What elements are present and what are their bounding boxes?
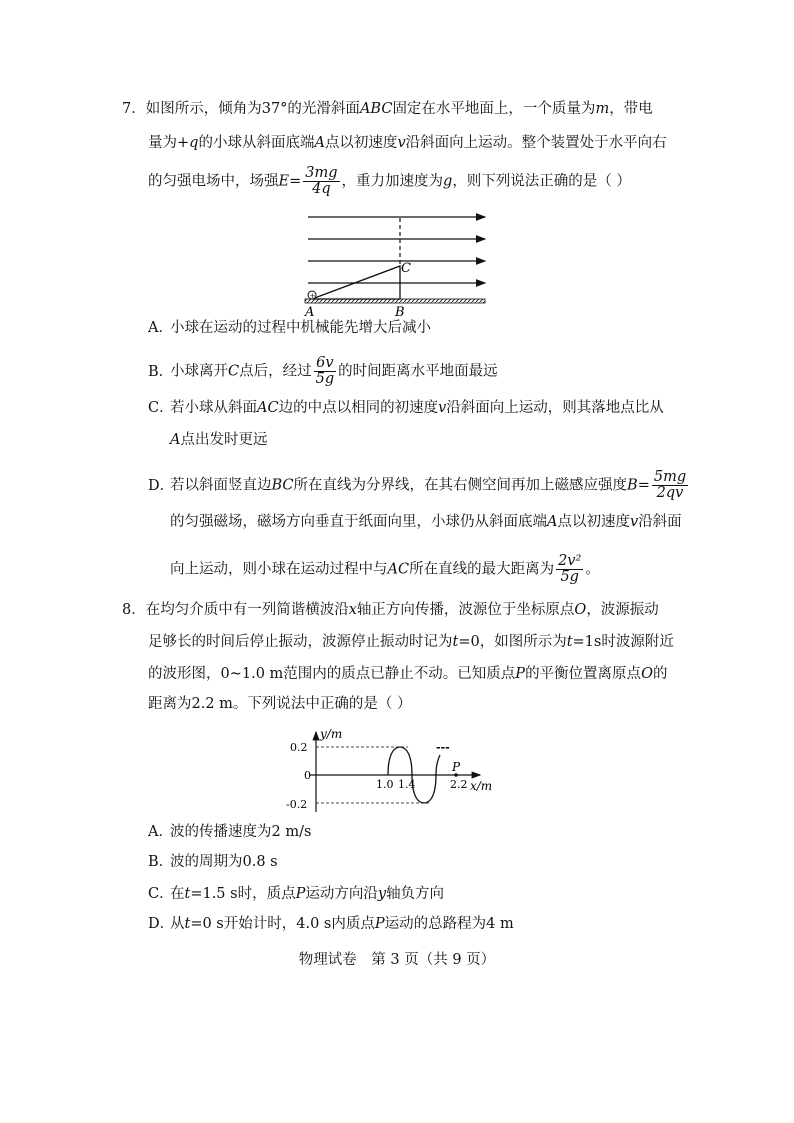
x-axis-label: x/m (470, 779, 493, 793)
incline-figure (300, 206, 500, 320)
ground (305, 299, 485, 303)
label-C: C (401, 261, 411, 276)
y-tick-bottom: -0.2 (286, 798, 308, 811)
q8-option-b[interactable]: B．波的周期为0.8 s (148, 854, 278, 870)
page-footer: 物理试卷 第 3 页（共 9 页） (298, 952, 496, 968)
q7-option-d[interactable]: D．若以斜面竖直边BC所在直线为分界线，在其右侧空间再加上磁感应强度B= $\frac{5mg}{2qv}$ (148, 469, 687, 501)
q8-option-c[interactable]: C．在t=1.5 s时，质点P运动方向沿y轴负方向 (148, 886, 445, 902)
q7-option-c-cont: A点出发时更远 (170, 432, 268, 448)
q8-option-a[interactable]: A．波的传播速度为2 m/s (148, 824, 312, 840)
y-tick-top: 0.2 (290, 741, 308, 754)
wave-continue-dash: --- (436, 741, 450, 754)
q7-line2: 量为+q的小球从斜面底端A点以初速度v沿斜面向上运动。整个装置处于水平向右 (148, 135, 667, 151)
q7-option-d-line3: 向上运动，则小球在运动过程中与AC所在直线的最大距离为 $\frac{\text{2v²}}{5g}$ 。 (170, 553, 600, 585)
q8-option-d[interactable]: D．从t=0 s开始计时，4.0 s内质点P运动的总路程为4 m (148, 916, 514, 932)
q7-option-c[interactable]: C．若小球从斜面AC边的中点以相同的初速度v沿斜面向上运动，则其落地点比从 (148, 400, 664, 416)
x-tick-1: 1.0 (376, 778, 394, 791)
wave-graph (280, 726, 510, 816)
q8-line2: 足够长的时间后停止振动，波源停止振动时记为t=0，如图所示为t=1s时波源附近 (148, 634, 674, 650)
q7-line1: 7．如图所示，倾角为37°的光滑斜面ABC固定在水平地面上，一个质量为m，带电 (122, 101, 653, 117)
q7-line3: 的匀强电场中，场强E= $\frac{3mg}{4q}$ ，重力加速度为g，则下列说法正确的是（ ） (148, 165, 631, 197)
q7-option-a[interactable]: A．小球在运动的过程中机械能先增大后减小 (148, 320, 431, 336)
point-P-label: P (452, 760, 461, 774)
label-B: B (395, 305, 405, 320)
label-A: A (305, 305, 315, 320)
field-fraction: $\frac{3mg}{4q}$ (305, 165, 338, 197)
q8-line4: 距离为2.2 m。下列说法中正确的是（ ） (148, 696, 412, 712)
y-axis-label: y/m (320, 727, 343, 741)
svg-text:+: + (309, 292, 316, 300)
q7-option-d-line2: 的匀强磁场，磁场方向垂直于纸面向里，小球仍从斜面底端A点以初速度v沿斜面 (170, 514, 682, 530)
y-tick-zero: 0 (304, 769, 311, 782)
x-tick-2: 1.4 (398, 778, 416, 791)
q8-line1: 8．在均匀介质中有一列简谐横波沿x轴正方向传播，波源位于坐标原点O，波源振动 (122, 602, 659, 618)
x-tick-3: 2.2 (450, 778, 468, 791)
field-lines (308, 217, 485, 283)
q8-line3: 的波形图，0~1.0 m范围内的质点已静止不动。已知质点P的平衡位置离原点O的 (148, 666, 668, 682)
q7-option-b[interactable]: B．小球离开C点后，经过 $\frac{6v}{5g}$ 的时间距离水平地面最远 (148, 355, 498, 387)
